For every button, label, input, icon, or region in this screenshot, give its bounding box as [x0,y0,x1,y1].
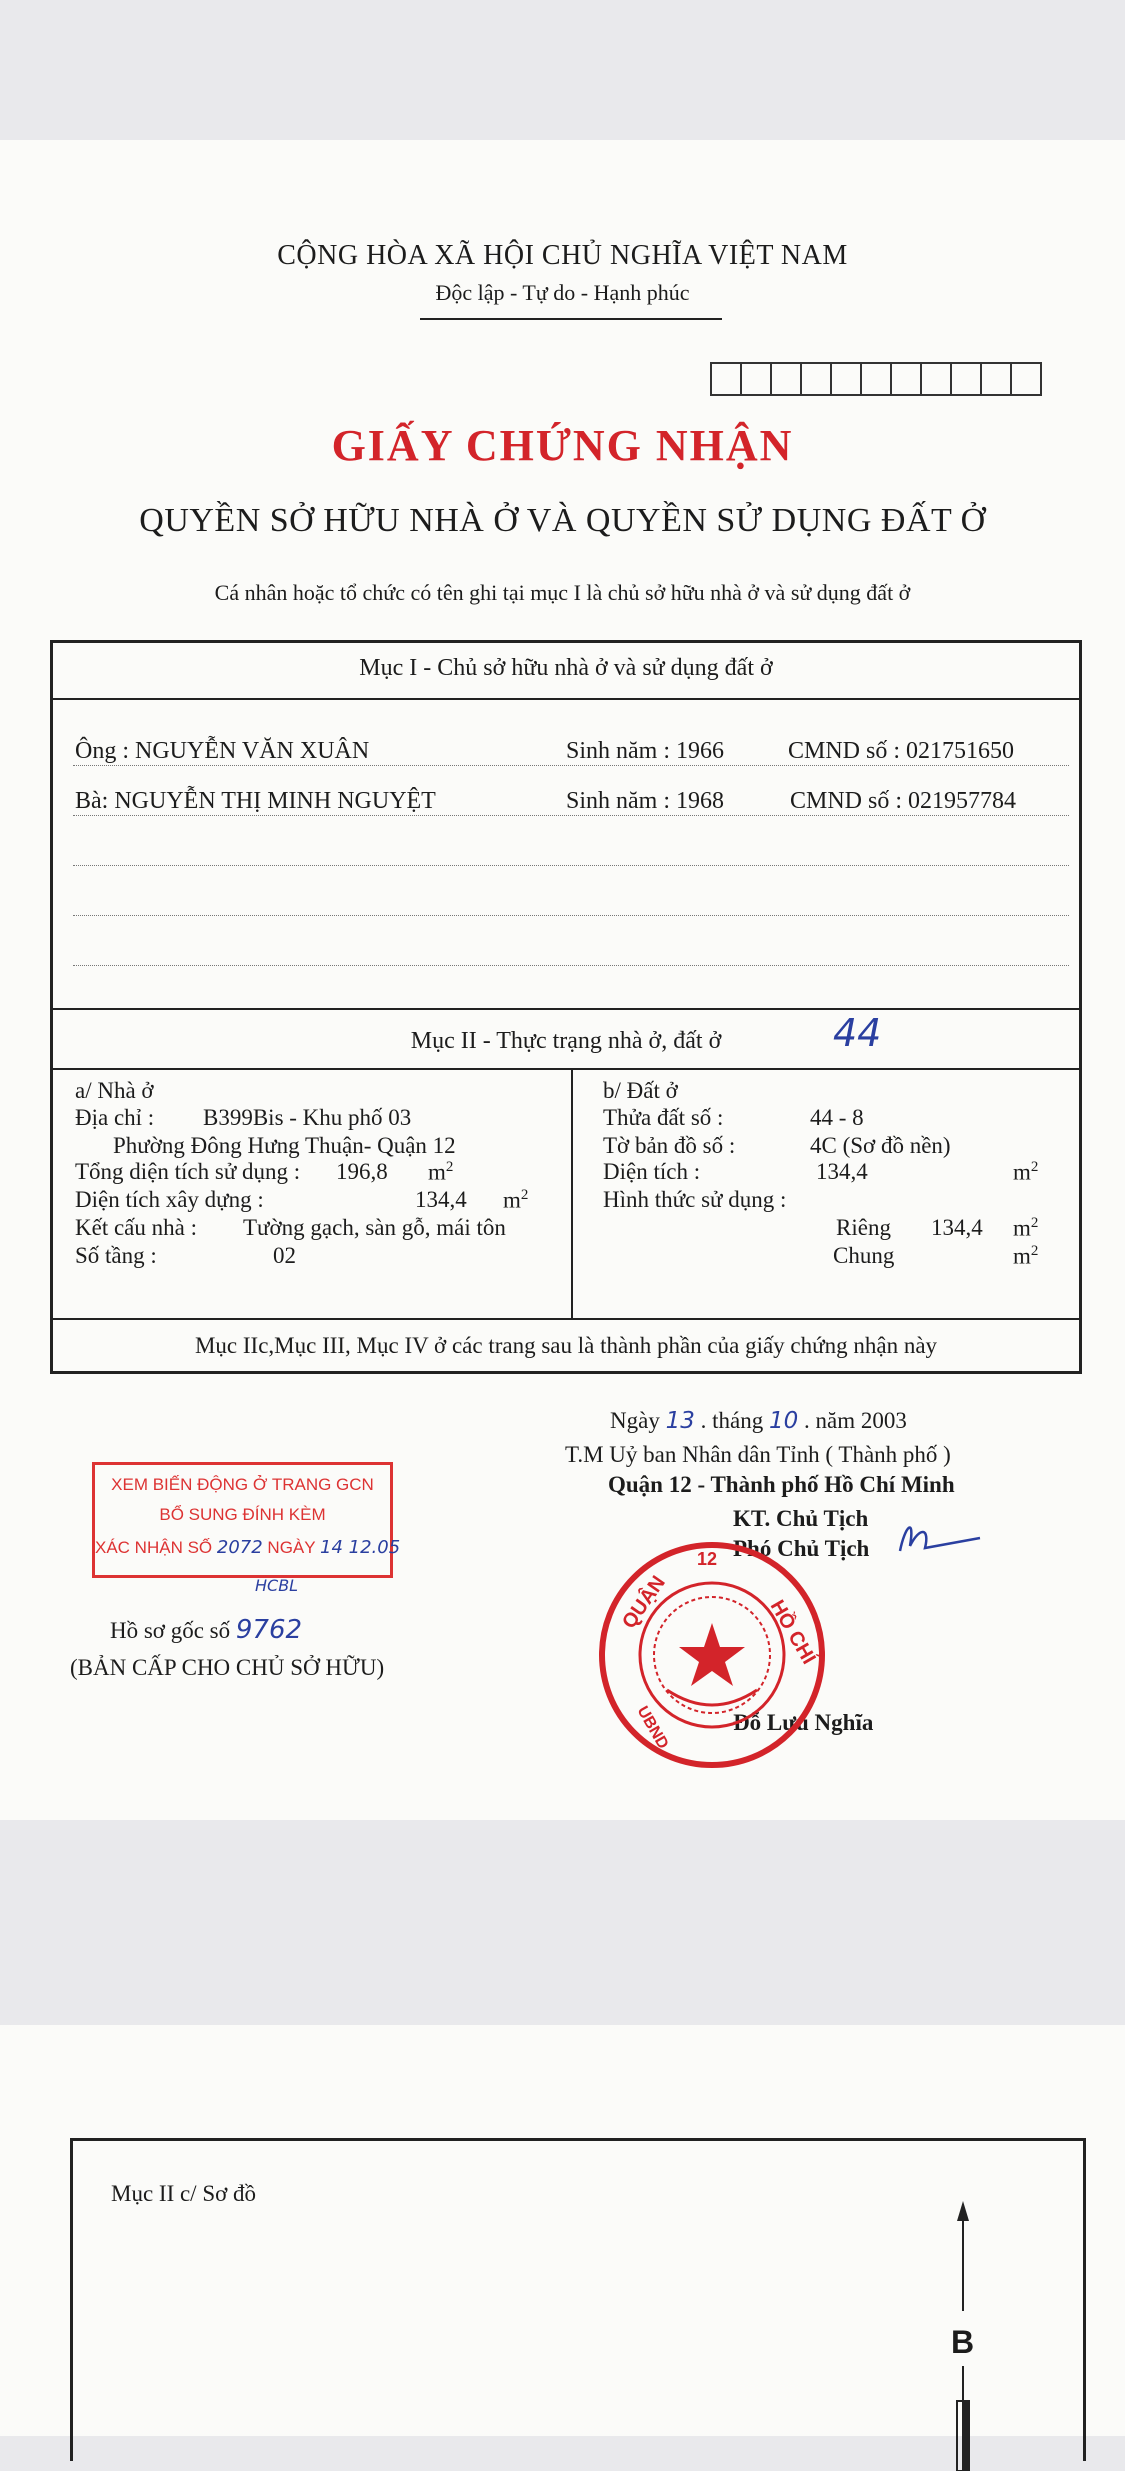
private-label: Riêng [836,1215,891,1240]
build-area-unit: $m^2$ [503,1187,529,1213]
divider [53,1008,1079,1010]
owner2-birth: Sinh năm : 1968 [566,788,725,814]
certificate-page-2 [0,2025,1125,2436]
usage-label: Hình thức sử dụng : [603,1187,787,1212]
total-area-unit: $m^2$ [428,1159,454,1185]
owner2-name: Bà: NGUYỄN THỊ MINH NGUYỆT [75,788,436,814]
address-value: B399Bis - Khu phố 03 [203,1105,412,1130]
signature-mark [880,1506,990,1566]
certificate-subtitle: QUYỀN SỞ HỮU NHÀ Ở VÀ QUYỀN SỬ DỤNG ĐẤT Ở [139,502,986,539]
header-underline [420,318,722,320]
private-unit: $m^2$ [1013,1215,1039,1241]
parcel-label: Thửa đất số : [603,1105,724,1130]
map-value: 4C (Sơ đồ nền) [810,1133,951,1158]
total-area-label: Tổng diện tích sử dụng : [75,1159,301,1184]
land-area-unit: $m^2$ [1013,1159,1039,1185]
divider [53,1318,1079,1320]
authority-line-2: Quận 12 - Thành phố Hồ Chí Minh [608,1472,955,1497]
floors-value: 02 [273,1243,296,1268]
house-heading: a/ Nhà ở [75,1078,154,1103]
intro-text: Cá nhân hoặc tổ chức có tên ghi tại mục I là chủ sở hữu nhà ở và sử dụng đất ở [214,580,911,605]
land-heading: b/ Đất ở [603,1078,678,1103]
record-number: Hồ sơ gốc số 9762 [110,1615,303,1645]
serial-number-boxes [712,362,1042,396]
authority-line-1: T.M Uỷ ban Nhân dân Tỉnh ( Thành phố ) [565,1442,951,1467]
certificate-table [50,640,1082,1374]
svg-text:12: 12 [697,1549,718,1569]
handwritten-note: 44 [833,1011,882,1055]
signer-role-2: Phó Chủ Tịch [733,1536,870,1561]
section1-title: Mục I - Chủ sở hữu nhà ở và sử dụng đất ở [359,655,773,681]
address-label: Địa chỉ : [75,1105,155,1130]
column-divider [571,1068,573,1318]
divider [53,1068,1079,1070]
shared-unit: $m^2$ [1013,1243,1039,1269]
structure-value: Tường gạch, sàn gỗ, mái tôn [243,1215,506,1240]
floors-label: Số tầng : [75,1243,157,1268]
land-area-value: 134,4 [816,1159,868,1184]
copy-note: (BẢN CẤP CHO CHỦ SỞ HỮU) [70,1655,385,1680]
private-value: 134,4 [931,1215,983,1240]
section-footer-note: Mục IIc,Mục III, Mục IV ở các trang sau là thành phần của giấy chứng nhận này [194,1333,938,1358]
svg-text:UBND: UBND [633,1703,672,1753]
shared-label: Chung [833,1243,895,1268]
country-header: CỘNG HÒA XÃ HỘI CHỦ NGHĨA VIỆT NAM [277,240,848,271]
stamp-handnote: HCBL [255,1576,299,1595]
signer-role-1: KT. Chủ Tịch [733,1506,869,1531]
land-area-label: Diện tích : [603,1159,701,1184]
certificate-page-1 [0,140,1125,1820]
owner1-id: CMND số : 021751650 [788,738,1015,764]
revision-stamp: XEM BIẾN ĐỘNG Ở TRANG GCN BỔ SUNG ĐÍNH KÈM XÁC NHẬN SỐ 2072 NGÀY 14 12.05 [92,1462,393,1578]
signer-name: Đỗ Lưu Nghĩa [733,1710,874,1735]
issue-date: Ngày 13 . tháng 10 . năm 2003 [610,1408,907,1434]
divider [53,698,1079,700]
official-seal-icon [592,1535,832,1775]
map-label: Tờ bản đồ số : [603,1133,736,1158]
diagram-section [70,2138,1086,2461]
address-value-2: Phường Đông Hưng Thuận- Quận 12 [113,1133,456,1158]
section2-title: Mục II - Thực trạng nhà ở, đất ở [410,1028,722,1054]
build-area-label: Diện tích xây dựng : [75,1187,264,1212]
owner2-id: CMND số : 021957784 [790,788,1017,814]
diagram-section-title: Mục II c/ Sơ đồ [111,2181,257,2206]
motto: Độc lập - Tự do - Hạnh phúc [435,280,690,305]
structure-label: Kết cấu nhà : [75,1215,197,1240]
total-area-value: 196,8 [336,1159,388,1184]
north-label: B [951,2324,975,2360]
svg-text:HỒ CHÍ: HỒ CHÍ [765,1596,820,1669]
certificate-title: GIẤY CHỨNG NHẬN [331,421,794,470]
svg-text:QUẬN: QUẬN [618,1572,670,1633]
owner1-birth: Sinh năm : 1966 [566,738,725,764]
build-area-value: 134,4 [415,1187,467,1212]
parcel-value: 44 - 8 [810,1105,864,1130]
owner1-name: Ông : NGUYỄN VĂN XUÂN [75,738,370,764]
